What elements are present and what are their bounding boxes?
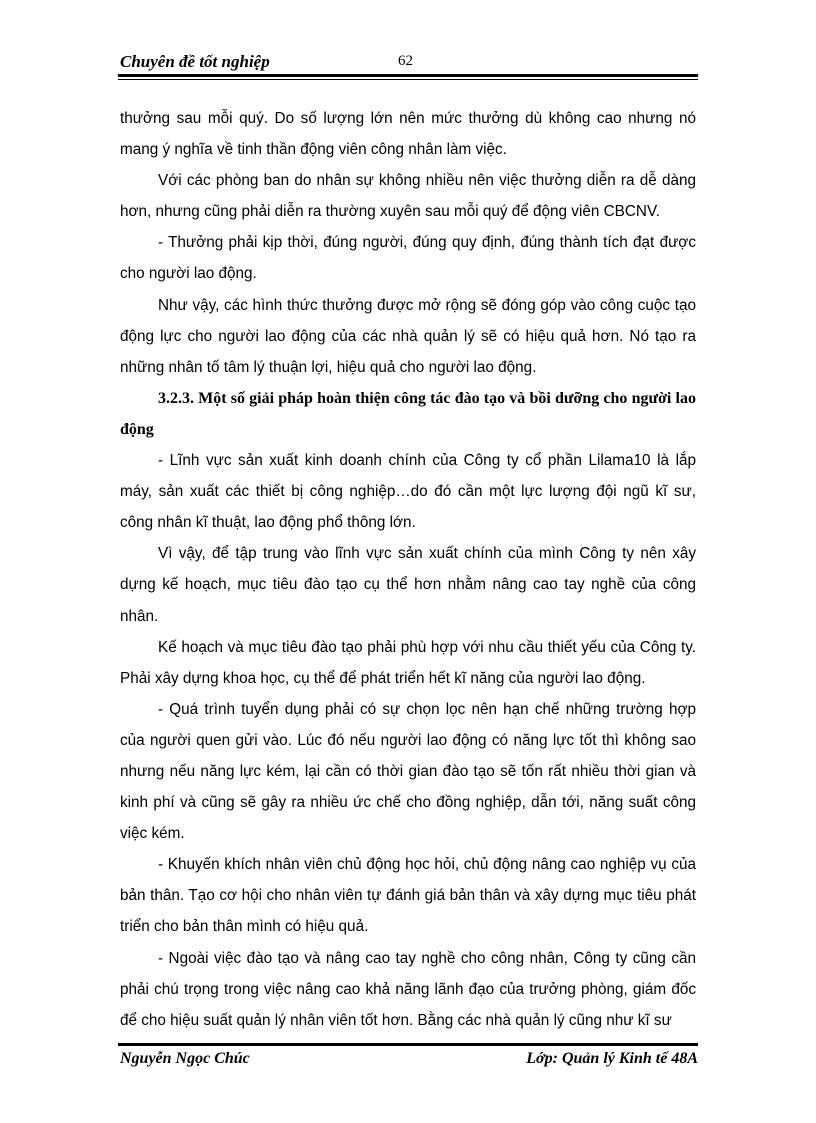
body-text xyxy=(120,103,696,1036)
page-number: 62 xyxy=(398,53,413,69)
author-name: Nguyễn Ngọc Chúc xyxy=(120,1050,250,1067)
document-title: Chuyên đề tốt nghiệp xyxy=(120,52,270,71)
paragraph: Vì vậy, để tập trung vào lĩnh vực sản xuất chính của mình Công ty nên xây dựng kế hoạch, mục tiêu đào tạo cụ thể hơn nhằm nâng cao tay nghề của công nhân. xyxy=(120,545,696,625)
paragraph: - Thưởng phải kịp thời, đúng người, đúng quy định, đúng thành tích đạt được cho người lao động. xyxy=(120,234,696,283)
paragraph: Với các phòng ban do nhân sự không nhiều nên việc thưởng diễn ra dễ dàng hơn, nhưng cũng phải diễn ra thường xuyên sau mỗi quý để động viên CBCNV. xyxy=(120,172,696,221)
header-rule-thin xyxy=(118,79,698,80)
footer-rule xyxy=(118,1043,698,1046)
header-rule-thick xyxy=(118,74,698,77)
paragraph: Kế hoạch và mục tiêu đào tạo phải phù hợp với nhu cầu thiết yếu của Công ty. Phải xây dựng khoa học, cụ thể để phát triển hết kĩ năng của người lao động. xyxy=(120,638,696,687)
section-heading: 3.2.3. Một số giải pháp hoàn thiện công tác đào tạo và bồi dưỡng cho người lao động xyxy=(120,389,696,438)
class-label: Lớp: Quản lý Kinh tế 48A xyxy=(526,1050,698,1067)
paragraph: - Khuyến khích nhân viên chủ động học hỏi, chủ động nâng cao nghiệp vụ của bản thân. Tạo cơ hội cho nhân viên tự đánh giá bản thân và xây dựng mục tiêu phát triển cho bản thân mình có hiệu quả. xyxy=(120,856,696,936)
paragraph: thưởng sau mỗi quý. Do số lượng lớn nên mức thưởng dù không cao nhưng nó mang ý nghĩa về tinh thần động viên công nhân làm việc. xyxy=(120,110,696,159)
paragraph: - Lĩnh vực sản xuất kinh doanh chính của Công ty cổ phần Lilama10 là lắp máy, sản xuất các thiết bị công nghiệp…do đó cần một lực lượng đội ngũ kĩ sư, công nhân kĩ thuật, lao động phổ thông lớn. xyxy=(120,452,696,532)
paragraph: - Ngoài việc đào tạo và nâng cao tay nghề cho công nhân, Công ty cũng cần phải chú trọng trong việc nâng cao khả năng lãnh đạo của trưởng phòng, giám đốc để cho hiệu suất quản lý nhân viên tốt hơn. Bằng các nhà quản lý cũng như kĩ sư xyxy=(120,949,696,1029)
paragraph: - Quá trình tuyển dụng phải có sự chọn lọc nên hạn chế những trường hợp của người quen gửi vào. Lúc đó nếu người lao động có năng lực tốt thì không sao nhưng nếu năng lực kém, lại cần có thời gian đào tạo sẽ tốn rất nhiều thời gian và kinh phí và cũng sẽ gây ra nhiều ức chế cho đồng nghiệp, dẫn tới, năng suất công việc kém. xyxy=(120,700,696,843)
paragraph: Như vậy, các hình thức thưởng được mở rộng sẽ đóng góp vào công cuộc tạo động lực cho người lao động của các nhà quản lý sẽ có hiệu quả hơn. Nó tạo ra những nhân tố tâm lý thuận lợi, hiệu quả cho người lao động. xyxy=(120,296,696,376)
